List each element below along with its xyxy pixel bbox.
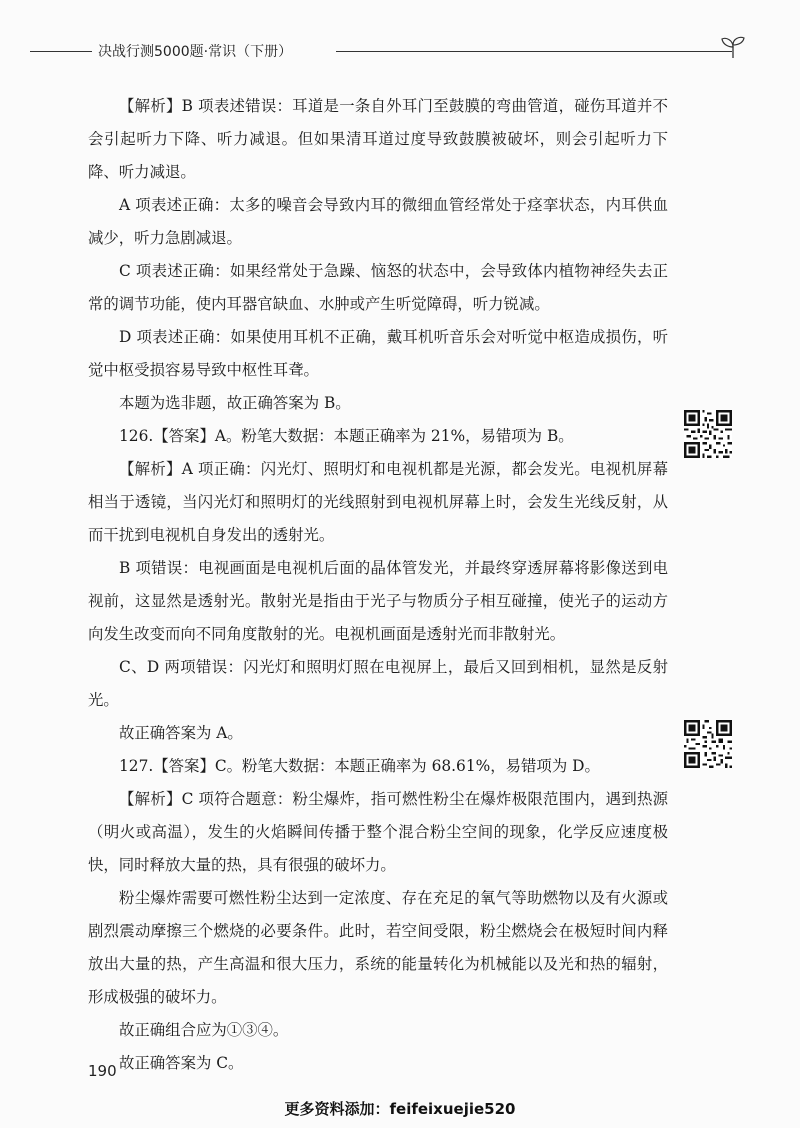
paragraph-126-explanation-cd: C、D 两项错误：闪光灯和照明灯照在电视屏上，最后又回到相机，显然是反射光。 [88, 658, 668, 709]
paragraph-125-explanation-c: C 项表述正确：如果经常处于急躁、恼怒的状态中，会导致体内植物神经失去正常的调节功能，使内耳器官缺血、水肿或产生听觉障碍，听力锐减。 [88, 262, 668, 313]
paragraph-125-explanation-d: D 项表述正确：如果使用耳机不正确，戴耳机听音乐会对听觉中枢造成损伤，听觉中枢受损容易导致中枢性耳聋。 [88, 328, 668, 379]
paragraph-127-conclusion: 故正确答案为 C。 [119, 1054, 244, 1072]
paragraph-126-explanation-b: B 项错误：电视画面是电视机后面的晶体管发光，并最终穿透屏幕将影像送到电视前，这显然是透射光。散射光是指由于光子与物质分子相互碰撞，使光子的运动方向发生改变而向不同角度散射的光。电视机画面是透射光而非散射光。 [88, 559, 668, 643]
paragraph-126-conclusion: 故正确答案为 A。 [119, 724, 243, 742]
paragraph-127-detail: 粉尘爆炸需要可燃性粉尘达到一定浓度、存在充足的氧气等助燃物以及有火源或剧烈震动摩擦三个燃烧的必要条件。此时，若空间受限，粉尘燃烧会在极短时间内释放出大量的热，产生高温和很大压力，系统的能量转化为机械能以及光和热的辐射，形成极强的破坏力。 [88, 889, 668, 1006]
paragraph-126-answer: 126.【答案】A。粉笔大数据：本题正确率为 21%，易错项为 B。 [119, 427, 574, 445]
paragraph-126-explanation-a: 【解析】A 项正确：闪光灯、照明灯和电视机都是光源，都会发光。电视机屏幕相当于透镜，当闪光灯和照明灯的光线照射到电视机屏幕上时，会发生光线反射，从而干扰到电视机自身发出的透射光。 [88, 460, 668, 544]
header-title: 决战行测5000题·常识（下册） [98, 44, 293, 60]
paragraph-127-answer: 127.【答案】C。粉笔大数据：本题正确率为 68.61%，易错项为 D。 [119, 757, 600, 775]
qr-code-icon[interactable] [684, 410, 732, 458]
footer-note: 更多资料添加：feifeixuejie520 [284, 1100, 516, 1118]
paragraph-127-combination: 故正确组合应为①③④。 [119, 1021, 289, 1039]
sprout-icon [720, 34, 746, 60]
running-header [30, 36, 742, 66]
page-number: 190 [88, 1062, 117, 1080]
qr-code-icon[interactable] [684, 720, 732, 768]
header-rule-right [336, 51, 732, 52]
paragraph-125-conclusion: 本题为选非题，故正确答案为 B。 [119, 394, 351, 412]
paragraph-125-explanation-a: A 项表述正确：太多的噪音会导致内耳的微细血管经常处于痉挛状态，内耳供血减少，听力急剧减退。 [88, 196, 668, 247]
paragraph-127-explanation-c: 【解析】C 项符合题意：粉尘爆炸，指可燃性粉尘在爆炸极限范围内，遇到热源（明火或高温），发生的火焰瞬间传播于整个混合粉尘空间的现象，化学反应速度极快，同时释放大量的热，具有很强的破坏力。 [88, 790, 668, 874]
header-rule-left [30, 51, 92, 52]
paragraph-125-explanation-b: 【解析】B 项表述错误：耳道是一条自外耳门至鼓膜的弯曲管道，碰伤耳道并不会引起听力下降、听力减退。但如果清耳道过度导致鼓膜被破坏，则会引起听力下降、听力减退。 [88, 97, 668, 181]
page-body [88, 90, 668, 1080]
